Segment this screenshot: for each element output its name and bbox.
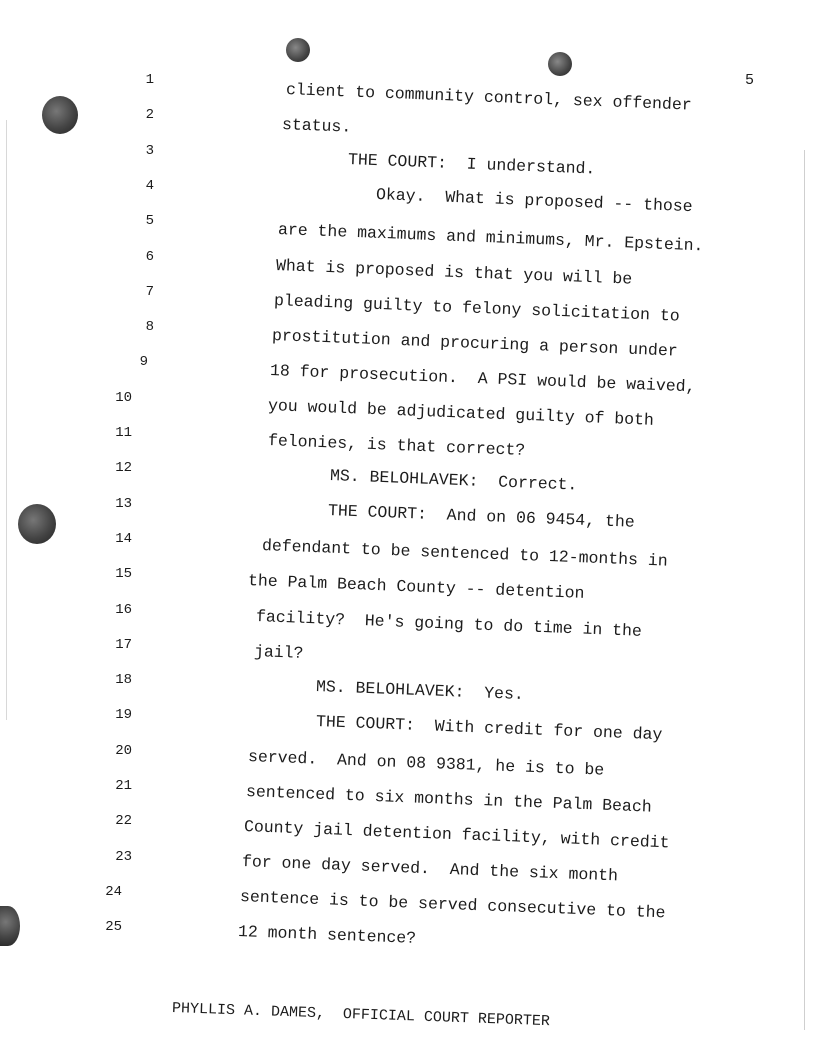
line-number: 3	[145, 142, 154, 159]
line-number: 24	[105, 883, 122, 900]
page-number: 5	[745, 72, 755, 89]
line-number: 2	[145, 107, 154, 124]
transcript-line: the Palm Beach County -- detention	[247, 571, 585, 604]
transcript-line: MS. BELOHLAVEK: Yes.	[315, 676, 525, 704]
transcript-line: facility? He's going to do time in the	[255, 606, 643, 641]
line-number: 10	[115, 389, 132, 406]
line-number: 12	[115, 460, 132, 477]
line-number: 11	[115, 425, 132, 441]
transcript-line: What is proposed is that you will be	[275, 255, 633, 289]
left-margin-line	[6, 120, 7, 720]
transcript-line: THE COURT: I understand.	[347, 150, 596, 179]
transcript-line: are the maximums and minimums, Mr. Epstein.	[277, 220, 704, 256]
line-number: 23	[115, 848, 132, 865]
line-number: 13	[115, 495, 132, 512]
transcript-line: prostitution and procuring a person under	[271, 325, 679, 361]
transcript-line: sentenced to six months in the Palm Beach	[245, 782, 653, 817]
line-number: 9	[139, 354, 148, 371]
transcript-line: you would be adjudicated guilty of both	[267, 395, 655, 430]
punch-mark-left	[286, 38, 310, 62]
line-number: 6	[145, 248, 154, 265]
line-number: 14	[115, 530, 132, 547]
line-number: 25	[105, 919, 122, 936]
right-margin-line	[804, 150, 805, 1030]
transcript-line: THE COURT: With credit for one day	[315, 711, 663, 745]
transcript-line: sentence is to be served consecutive to the	[239, 887, 666, 923]
transcript-line: THE COURT: And on 06 9454, the	[327, 501, 636, 532]
transcript-line: MS. BELOHLAVEK: Correct.	[329, 466, 578, 495]
line-number: 17	[115, 636, 132, 653]
line-number: 19	[115, 707, 132, 724]
punch-mark-right	[548, 52, 572, 76]
line-number: 1	[145, 72, 154, 88]
line-number: 7	[145, 283, 154, 300]
line-number: 18	[115, 672, 132, 689]
transcript-line: felonies, is that correct?	[267, 431, 526, 460]
line-number: 22	[115, 813, 132, 830]
binder-hole-middle	[18, 504, 56, 544]
transcript-line: 12 month sentence?	[237, 922, 417, 949]
line-number: 15	[115, 566, 132, 583]
transcript-line: client to community control, sex offender	[285, 80, 693, 115]
transcript-line: County jail detention facility, with credit	[243, 817, 670, 853]
line-number: 4	[145, 177, 154, 194]
transcript-line: defendant to be sentenced to 12-months in	[261, 536, 669, 571]
transcript-line: pleading guilty to felony solicitation to	[273, 290, 681, 326]
binder-hole-top	[42, 96, 78, 134]
transcript-line: status.	[281, 115, 352, 137]
line-number: 5	[145, 213, 154, 230]
court-reporter-footer: PHYLLIS A. DAMES, OFFICIAL COURT REPORTER	[171, 1000, 551, 1031]
transcript-line: for one day served. And the six month	[241, 852, 619, 886]
line-number: 21	[115, 778, 132, 794]
line-number: 8	[145, 319, 154, 336]
transcript-line: jail?	[253, 641, 304, 663]
transcript-line: Okay. What is proposed -- those	[375, 185, 693, 217]
transcript-line: 18 for prosecution. A PSI would be waived,	[269, 360, 696, 397]
line-number: 20	[115, 742, 132, 759]
line-number: 16	[115, 601, 132, 618]
binder-hole-bottom	[0, 906, 20, 946]
transcript-line: served. And on 08 9381, he is to be	[247, 746, 605, 780]
